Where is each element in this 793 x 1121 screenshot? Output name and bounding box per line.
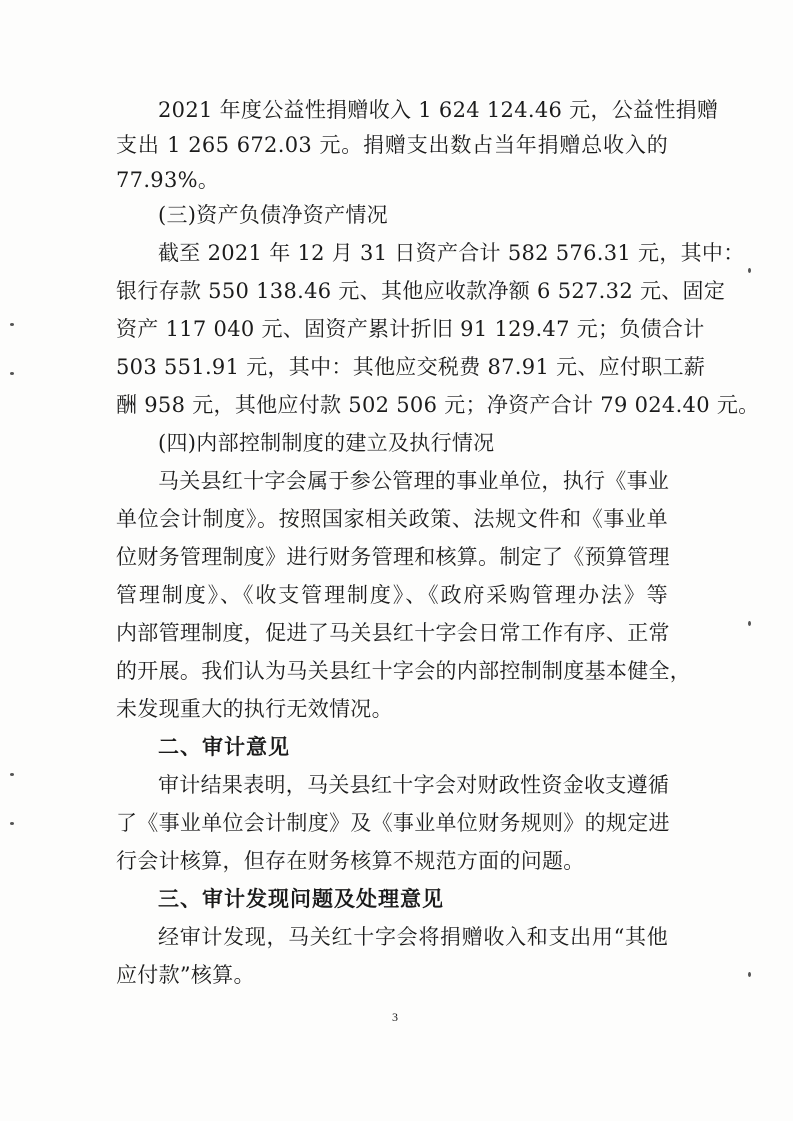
section-heading: 三、审计发现问题及处理意见 <box>158 886 444 911</box>
paragraph-line: 管理制度》、《收支管理制度》、《政府采购管理办法》等 <box>116 583 668 607</box>
paragraph-line: 马关县红十字会属于参公管理的事业单位，执行《事业 <box>158 469 670 493</box>
scan-speck <box>748 268 751 273</box>
paragraph-line: 银行存款 550 138.46 元、其他应收款净额 6 527.32 元、固定 <box>116 279 726 303</box>
paragraph-line: 503 551.91 元，其中：其他应交税费 87.91 元、应付职工薪 <box>116 355 706 379</box>
paragraph-line: 支出 1 265 672.03 元。捐赠支出数占当年捐赠总收入的 <box>116 133 668 157</box>
scan-speck <box>748 972 751 977</box>
paragraph-line: 审计结果表明，马关县红十字会对财政性资金收支遵循 <box>158 773 670 797</box>
paragraph-line: 资产 117 040 元、固资产累计折旧 91 129.47 元；负债合计 <box>116 317 705 341</box>
paragraph-line: 位财务管理制度》进行财务管理和核算。制定了《预算管理 <box>116 545 670 569</box>
page-number: 3 <box>392 1010 398 1024</box>
scan-speck <box>748 621 751 626</box>
section-heading: 二、审计意见 <box>158 734 290 759</box>
paragraph-line: 的开展。我们认为马关县红十字会的内部控制制度基本健全， <box>116 659 692 683</box>
scan-speck <box>10 822 14 825</box>
paragraph-line: 行会计核算，但存在财务核算不规范方面的问题。 <box>116 849 585 873</box>
paragraph-line: 了《事业单位会计制度》及《事业单位财务规则》的规定进 <box>116 811 670 835</box>
paragraph-line: 截至 2021 年 12 月 31 日资产合计 582 576.31 元，其中： <box>158 241 745 265</box>
section-heading: (四)内部控制制度的建立及执行情况 <box>158 431 495 455</box>
scan-speck <box>10 323 14 326</box>
paragraph-line: 2021 年度公益性捐赠收入 1 624 124.46 元，公益性捐赠 <box>158 98 719 122</box>
paragraph-line: 酬 958 元，其他应付款 502 506 元；净资产合计 79 024.40 元。 <box>116 393 760 417</box>
paragraph-line: 77.93%。 <box>116 168 220 192</box>
scan-speck <box>10 372 14 375</box>
paragraph-line: 单位会计制度》。按照国家相关政策、法规文件和《事业单 <box>116 507 668 531</box>
scan-speck <box>10 773 14 776</box>
paragraph-line: 应付款”核算。 <box>116 963 255 987</box>
paragraph-line: 未发现重大的执行无效情况。 <box>116 697 393 721</box>
paragraph-line: 内部管理制度，促进了马关县红十字会日常工作有序、正常 <box>116 621 670 645</box>
paragraph-line: 经审计发现，马关红十字会将捐赠收入和支出用“其他 <box>158 925 668 949</box>
section-heading: (三)资产负债净资产情况 <box>158 203 388 227</box>
